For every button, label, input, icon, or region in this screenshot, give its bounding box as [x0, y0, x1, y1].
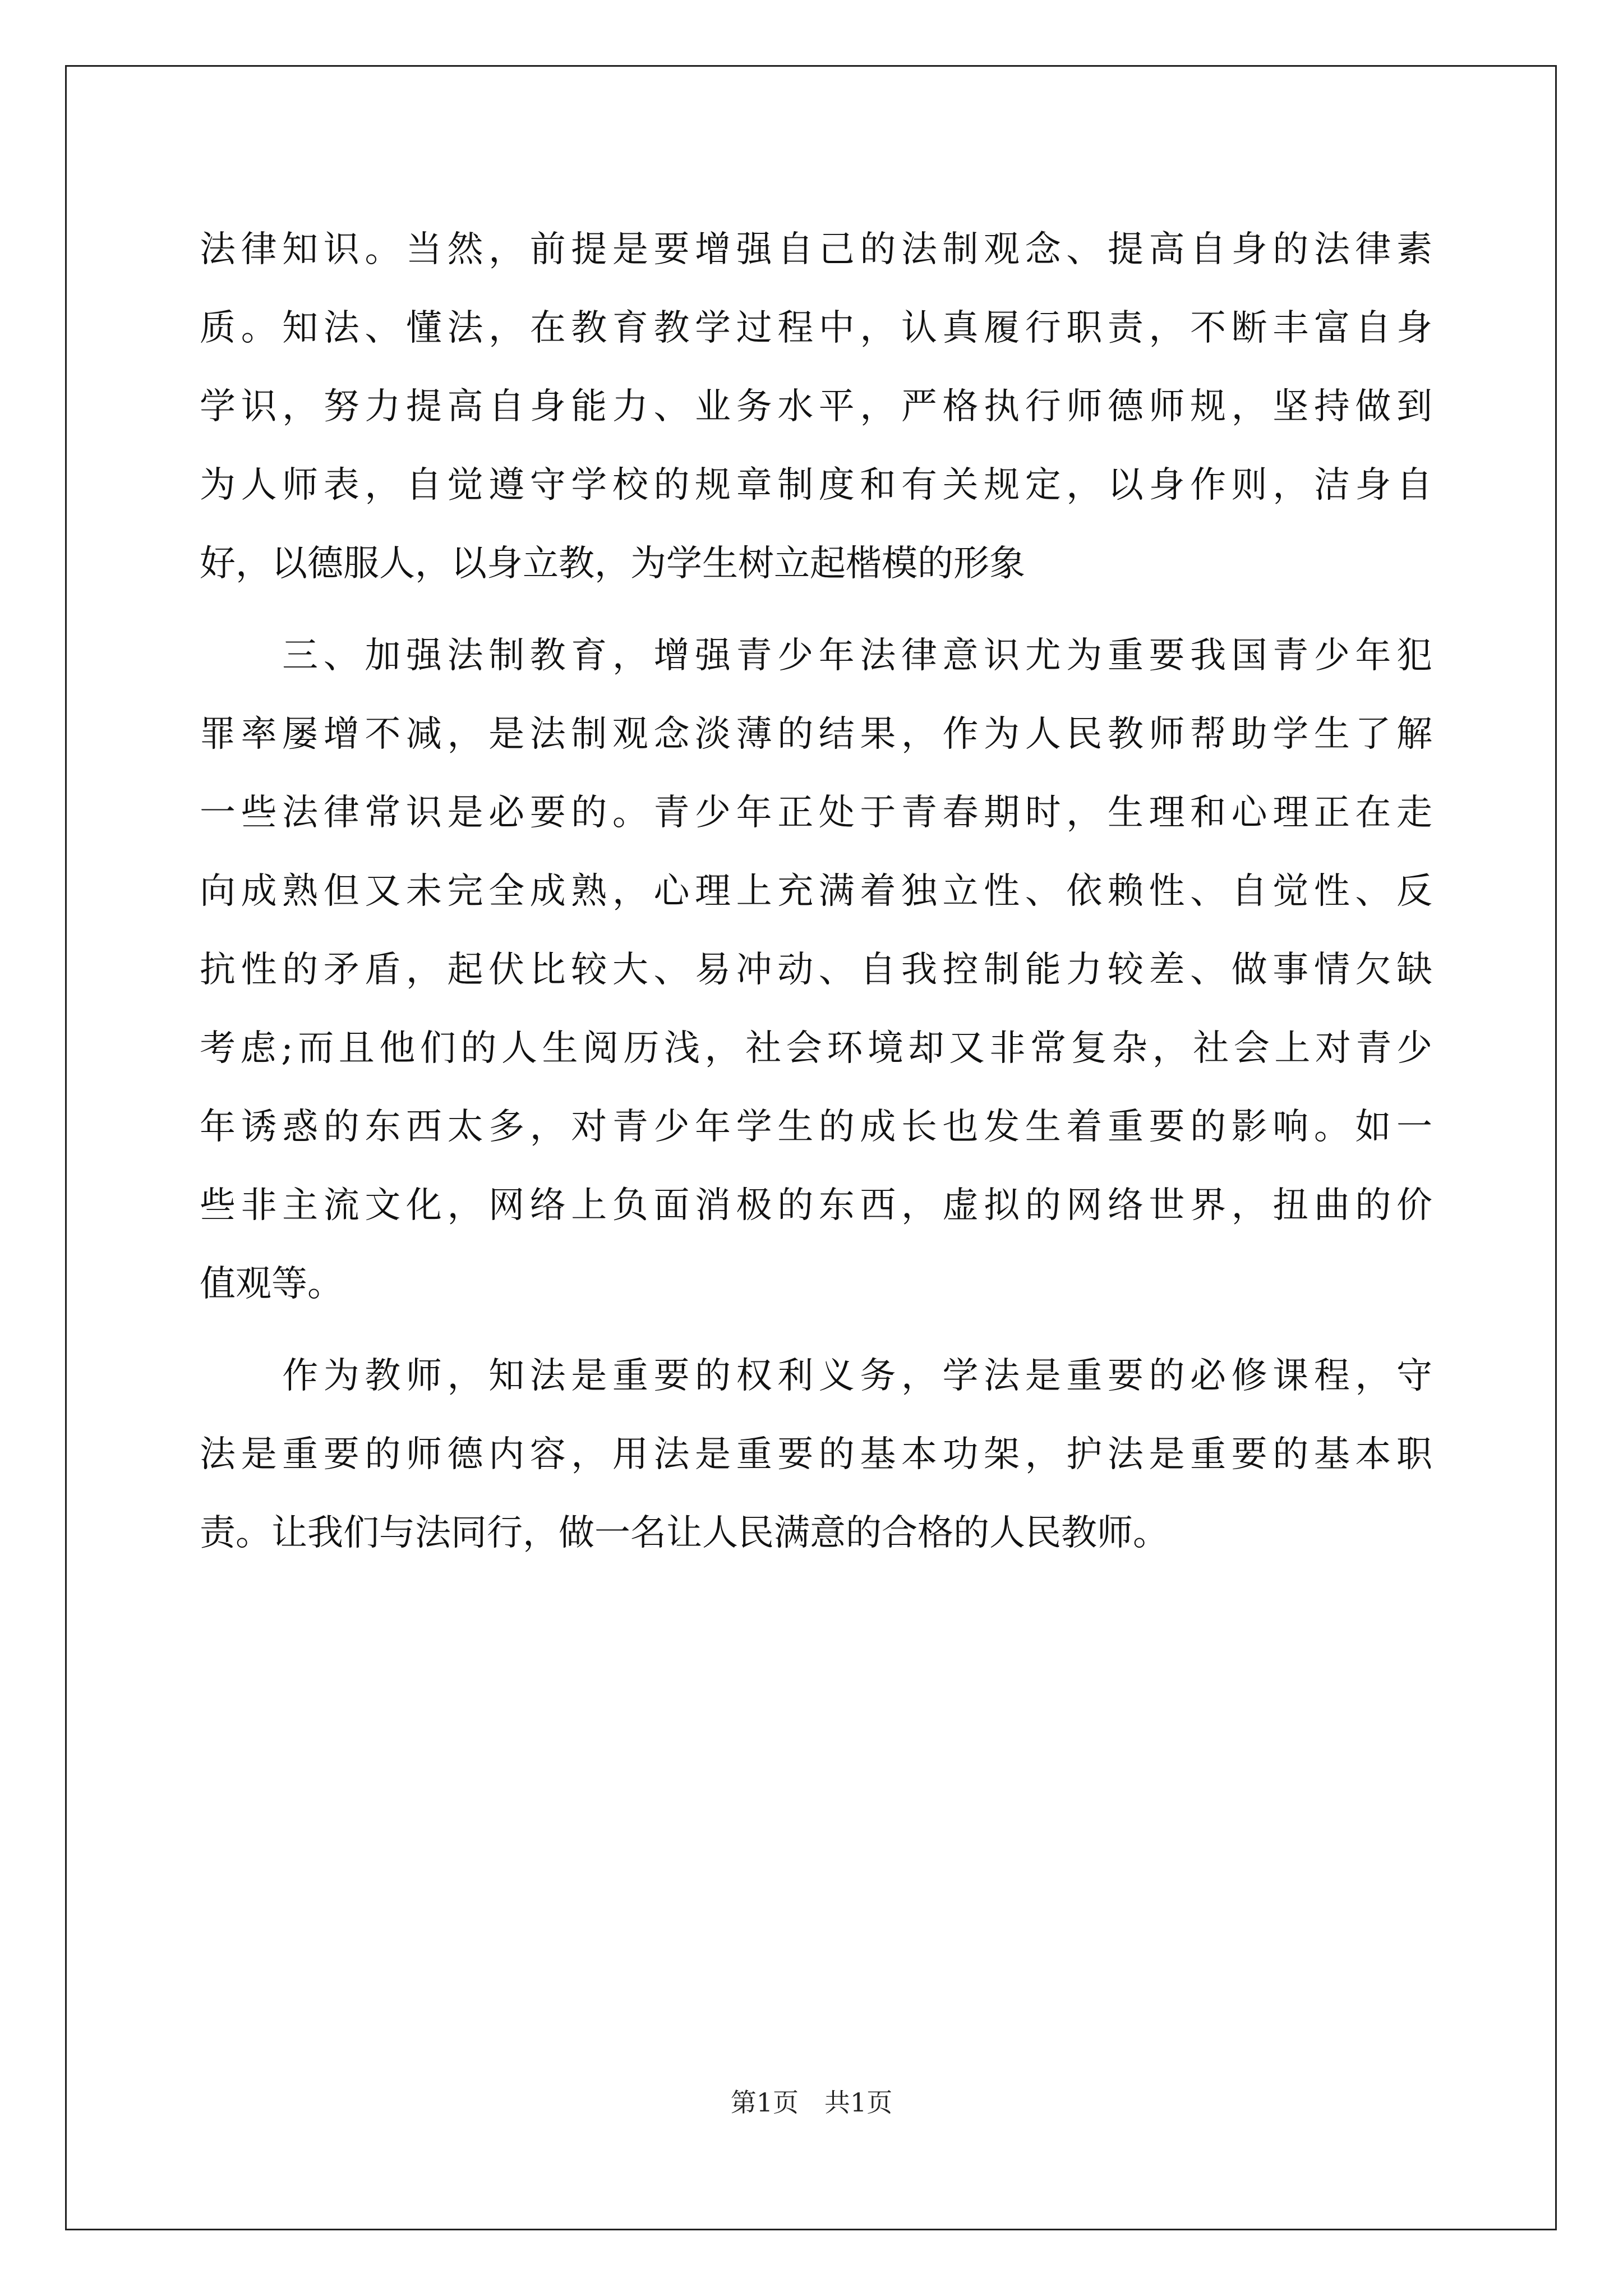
body-line: 法是重要的师德内容，用法是重要的基本功架，护法是重要的基本职: [200, 1434, 1432, 1475]
body-line: 三、加强法制教育，增强青少年法律意识尤为重要我国青少年犯: [200, 635, 1432, 677]
paragraph-spacer: [200, 1323, 1432, 1337]
body-line: 些非主流文化，网络上负面消极的东西，虚拟的网络世界，扭曲的价: [200, 1185, 1432, 1226]
body-line: 一些法律常识是必要的。青少年正处于青春期时，生理和心理正在走: [200, 792, 1432, 834]
body-line: 年诱惑的东西太多，对青少年学生的成长也发生着重要的影响。如一: [200, 1106, 1432, 1148]
body-line: 责。让我们与法同行，做一名让人民满意的合格的人民教师。: [200, 1512, 1169, 1554]
body-line: 向成熟但又未完全成熟，心理上充满着独立性、依赖性、自觉性、反: [200, 871, 1432, 912]
page-number-footer: 第1页 共1页: [730, 2087, 893, 2118]
body-line: 抗性的矛盾，起伏比较大、易冲动、自我控制能力较差、做事情欠缺: [200, 949, 1432, 991]
body-line: 罪率屡增不减，是法制观念淡薄的结果，作为人民教师帮助学生了解: [200, 714, 1432, 755]
body-line: 好，以德服人，以身立教，为学生树立起楷模的形象: [200, 543, 1025, 585]
body-line: 作为教师，知法是重要的权利义务，学法是重要的必修课程，守: [200, 1355, 1432, 1397]
body-line: 学识，努力提高自身能力、业务水平，严格执行师德师规，坚持做到: [200, 386, 1432, 427]
body-line: 为人师表，自觉遵守学校的规章制度和有关规定，以身作则，洁身自: [200, 464, 1432, 506]
document-body: [200, 210, 1432, 1572]
body-line: 法律知识。当然，前提是要增强自己的法制观念、提高自身的法律素: [200, 229, 1432, 270]
body-line: 质。知法、懂法，在教育教学过程中，认真履行职责，不断丰富自身: [200, 307, 1432, 349]
paragraph-spacer: [200, 603, 1432, 616]
body-line: 考虑;而且他们的人生阅历浅，社会环境却又非常复杂，社会上对青少: [200, 1028, 1432, 1069]
body-line: 值观等。: [200, 1263, 343, 1305]
